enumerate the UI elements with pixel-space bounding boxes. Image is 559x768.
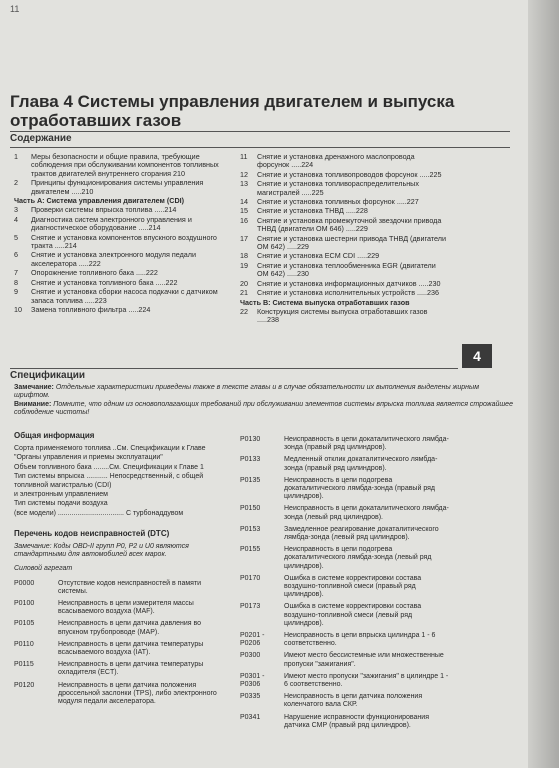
toc-entry-number: 21 bbox=[240, 288, 248, 298]
toc-entry bbox=[14, 251, 220, 268]
dtc-description: Неисправность в цепи датчика давления во впускном трубопроводе (MAP). bbox=[58, 620, 202, 636]
toc-entry-title: Снятие и установка промежуточной звездочки привода ТНВД (двигатели ОМ 646) .....229 bbox=[257, 215, 442, 234]
toc-entry-title: Снятие и установка информационных датчиков .....230 bbox=[257, 278, 441, 288]
dtc-code: P0150 bbox=[240, 505, 261, 513]
toc-entry-number: 20 bbox=[240, 278, 248, 288]
toc-entry bbox=[240, 153, 448, 170]
page-gutter bbox=[528, 0, 559, 768]
specs-right-column bbox=[240, 436, 452, 734]
toc-entry bbox=[240, 280, 448, 288]
general-info-line: "Органы управления и приемы эксплуатации" bbox=[14, 454, 163, 462]
dtc-code: P0153 bbox=[240, 525, 261, 533]
toc-entry bbox=[240, 180, 448, 197]
dtc-description: Неисправность в цепи датчика положения коленчатого вала СКР. bbox=[284, 693, 423, 709]
dtc-description: Неисправность в цепи датчика температуры охладителя (ECT). bbox=[58, 661, 204, 677]
toc-entry bbox=[240, 289, 448, 297]
dtc-row bbox=[240, 632, 452, 648]
dtc-description: Неисправность в цепи измерителя массы всасываемого воздуха (MAF). bbox=[58, 600, 194, 616]
powertrain-label: Силовой агрегат bbox=[14, 565, 73, 573]
dtc-description: Неисправность в цепи датчика положения дроссельной заслонки (TPS), либо электронного модуля педали акселератора. bbox=[58, 681, 217, 706]
toc-entry-number: 17 bbox=[240, 233, 248, 243]
toc-entry-title: Снятие и установка шестерни привода ТНВД (двигатели ОМ 642) .....229 bbox=[257, 233, 446, 252]
toc-part-heading: Часть В: Система выпуска отработавших газов bbox=[240, 297, 410, 307]
dtc-description: Неисправность в цепи подогрева докаталитического лямбда-зонда (правый ряд цилиндров). bbox=[284, 476, 436, 501]
dtc-row bbox=[14, 641, 226, 657]
dtc-description: Имеют место бессистемные или множественные пропуски "зажигания". bbox=[284, 652, 444, 668]
toc-entry-number: 11 bbox=[240, 152, 248, 161]
toc-entry bbox=[14, 153, 220, 178]
toc-entry bbox=[14, 179, 220, 196]
toc-entry bbox=[14, 206, 220, 214]
toc-entry-title: Снятие и установка ТНВД .....228 bbox=[257, 206, 368, 216]
toc-entry-number: 5 bbox=[14, 232, 18, 242]
toc-part-heading: Часть А: Система управления двигателем (CDI) bbox=[14, 196, 185, 206]
toc-entry bbox=[240, 171, 448, 179]
dtc-code: P0301 - P0306 bbox=[240, 672, 265, 689]
dtc-code: P0135 bbox=[240, 476, 261, 484]
general-info-line: Тип системы подачи воздуха bbox=[14, 500, 108, 508]
toc-entry-title: Снятие и установка ECM CDI .....229 bbox=[257, 251, 380, 261]
general-info-line: Тип системы впрыска ........... Непосредственный, с общей bbox=[14, 472, 204, 480]
dtc-row bbox=[240, 714, 452, 730]
general-info-line: (все модели) .................................. С турбонаддувом bbox=[14, 509, 184, 517]
toc-entry bbox=[240, 235, 448, 252]
dtc-code: P0155 bbox=[240, 546, 261, 554]
toc-entry-number: 1 bbox=[14, 152, 18, 161]
dtc-list-left bbox=[14, 580, 226, 707]
toc-entry-title: Снятие и установка исполнительных устройств .....236 bbox=[257, 288, 439, 298]
dtc-description: Нарушение исправности функционирования датчика СМР (правый ряд цилиндров). bbox=[284, 713, 429, 729]
toc-entry-number: 8 bbox=[14, 277, 18, 287]
specs-heading: Спецификации bbox=[10, 370, 86, 381]
dtc-row bbox=[240, 546, 452, 571]
dtc-description: Неисправность в цепи впрыска цилиндра 1 - 6 соответственно. bbox=[284, 632, 436, 648]
dtc-description: Ошибка в системе корректировки состава воздушно-топливной смеси (правый ряд цилиндров). bbox=[284, 574, 422, 599]
toc-entry-number: 19 bbox=[240, 260, 248, 270]
toc-entry-number: 12 bbox=[240, 169, 248, 179]
dtc-description: Неисправность в цепи датчика температуры всасываемого воздуха (IAT). bbox=[58, 640, 204, 657]
warning-text: Помните, что одним из основополагающих требований при обслуживании элементов системы впрыска топлива является строжайшее соблюдение чистоты! bbox=[14, 400, 513, 417]
toc-entry-number: 14 bbox=[240, 197, 248, 207]
specs-left-column bbox=[14, 428, 226, 710]
divider bbox=[10, 147, 510, 148]
toc-entry-title: Снятие и установка компонентов впускного воздушного тракта .....214 bbox=[31, 232, 217, 251]
toc-entry-title: Замена топливного фильтра .....224 bbox=[31, 304, 151, 314]
dtc-code: P0120 bbox=[14, 681, 35, 689]
dtc-note: Замечание: Коды OBD-II групп P0, P2 и U0 являются стандартными для автомобилей всех марок. bbox=[14, 543, 189, 559]
toc-entry-title: Снятие и установка топливораспределительных магистралей .....225 bbox=[257, 179, 419, 197]
toc-entry-title: Снятие и установка дренажного маслопровода форсунок .....224 bbox=[257, 152, 415, 170]
toc-entry-title: Меры безопасности и общие правила, требующие соблюдения при обслуживании компонентов топливных трактов двигателей внутреннего сгорания 210 bbox=[31, 152, 219, 178]
toc-entry-number: 6 bbox=[14, 250, 18, 260]
toc-entry bbox=[240, 252, 448, 260]
dtc-code: P0170 bbox=[240, 574, 261, 582]
toc-entry-title: Снятие и установка топливных форсунок .....227 bbox=[257, 197, 419, 207]
divider bbox=[10, 368, 458, 369]
dtc-code: P0105 bbox=[14, 620, 35, 628]
dtc-heading: Перечень кодов неисправностей (DTC) bbox=[14, 528, 170, 538]
toc-entry-number: 13 bbox=[240, 179, 248, 189]
warning-label: Внимание: bbox=[14, 400, 52, 408]
note-text: Отдельные характеристики приведены также в тексте главы и в случае обязательности их выполнения выделены жирным шрифтом. bbox=[14, 384, 479, 400]
general-info-list bbox=[14, 445, 226, 518]
toc-entry-number: 4 bbox=[14, 214, 18, 224]
toc-entry-number: 9 bbox=[14, 287, 18, 297]
dtc-description: Неисправность в цепи подогрева докаталитического лямбда-зонда (левый ряд цилиндров). bbox=[284, 546, 432, 570]
spec-notes bbox=[14, 384, 514, 418]
toc-entry bbox=[240, 262, 448, 279]
toc-entry-number: 10 bbox=[14, 304, 22, 314]
dtc-list-right bbox=[240, 436, 452, 730]
contents-heading: Содержание bbox=[10, 133, 72, 144]
toc-entry bbox=[240, 308, 448, 325]
toc-entry bbox=[14, 216, 220, 233]
dtc-code: P0335 bbox=[240, 693, 261, 701]
dtc-description: Ошибка в системе корректировки состава воздушно-топливной смеси (левый ряд цилиндров). bbox=[284, 603, 422, 627]
dtc-description: Неисправность в цепи докаталитического лямбда-зонда (левый ряд цилиндров). bbox=[284, 505, 449, 521]
dtc-row bbox=[14, 661, 226, 677]
toc-entry-title: Принципы функционирования системы управления двигателем .....210 bbox=[31, 178, 204, 196]
toc-right-column bbox=[240, 153, 448, 326]
dtc-code: P0115 bbox=[14, 661, 34, 669]
toc-entry-number: 7 bbox=[14, 268, 18, 278]
toc-entry-title: Проверки системы впрыска топлива .....214 bbox=[31, 205, 177, 215]
page-corner-mark: 11 bbox=[10, 4, 20, 14]
general-info-line: топливной магистралью (CDI) bbox=[14, 482, 112, 490]
toc-entry-title: Снятие и установка электронного модуля педали акселератора .....222 bbox=[31, 250, 196, 268]
general-info-line: Сорта применяемого топлива ..См. Спецификации к Главе bbox=[14, 445, 206, 453]
dtc-row bbox=[240, 477, 452, 502]
toc-left-column bbox=[14, 153, 220, 315]
toc-entry bbox=[14, 288, 220, 305]
dtc-description: Замедленное реагирование докаталитического лямбда-зонда (левый ряд цилиндров). bbox=[284, 525, 439, 542]
toc-entry-title: Снятие и установка сборки насоса подкачки с датчиком запаса топлива .....223 bbox=[31, 287, 218, 305]
toc-entry bbox=[240, 198, 448, 206]
dtc-code: P0100 bbox=[14, 600, 35, 608]
dtc-code: P0000 bbox=[14, 579, 35, 587]
general-info-heading: Общая информация bbox=[14, 431, 95, 440]
toc-entry-number: 22 bbox=[240, 306, 248, 316]
toc-entry-title: Диагностика систем электронного управления и диагностическое оборудование .....214 bbox=[31, 214, 192, 233]
toc-entry bbox=[14, 269, 220, 277]
dtc-code: P0173 bbox=[240, 603, 261, 611]
dtc-description: Имеют место пропуски "зажигания" в цилиндре 1 - 6 соответственно. bbox=[284, 672, 449, 689]
toc-entry bbox=[14, 306, 220, 314]
dtc-row bbox=[14, 580, 226, 596]
toc-entry-title: Снятие и установка топливного бака .....222 bbox=[31, 277, 178, 287]
toc-entry-title: Опорожнение топливного бака .....222 bbox=[31, 268, 158, 278]
dtc-row bbox=[240, 526, 452, 542]
toc-entry-number: 18 bbox=[240, 251, 248, 261]
toc-entry-number: 2 bbox=[14, 178, 18, 188]
divider bbox=[10, 131, 510, 132]
dtc-row bbox=[240, 673, 452, 689]
dtc-row bbox=[240, 603, 452, 628]
toc-entry bbox=[240, 207, 448, 215]
dtc-row bbox=[240, 652, 452, 668]
general-info-line: Объем топливного бака ........См. Спецификации к Главе 1 bbox=[14, 463, 204, 471]
dtc-row bbox=[240, 456, 452, 472]
dtc-row bbox=[14, 620, 226, 636]
dtc-description: Отсутствие кодов неисправностей в памяти системы. bbox=[58, 579, 202, 595]
toc-entry-title: Снятие и установка топливопроводов форсунок .....225 bbox=[257, 169, 442, 179]
toc-entry-number: 3 bbox=[14, 205, 18, 215]
dtc-row bbox=[240, 575, 452, 600]
toc-entry-number: 16 bbox=[240, 215, 248, 225]
dtc-row bbox=[14, 682, 226, 707]
toc-entry-number: 15 bbox=[240, 206, 248, 216]
dtc-code: P0133 bbox=[240, 456, 261, 464]
toc-entry bbox=[14, 234, 220, 251]
dtc-row bbox=[14, 600, 226, 616]
toc-entry-title: Снятие и установка теплообменника EGR (двигатели ОМ 642) .....230 bbox=[257, 260, 436, 279]
dtc-description: Неисправность в цепи докаталитического лямбда-зонда (правый ряд цилиндров). bbox=[284, 436, 449, 452]
dtc-row bbox=[240, 693, 452, 709]
dtc-row bbox=[240, 436, 452, 452]
toc-entry bbox=[14, 279, 220, 287]
dtc-code: P0341 bbox=[240, 713, 261, 721]
note-label: Замечание: bbox=[14, 384, 54, 391]
dtc-code: P0300 bbox=[240, 652, 261, 660]
general-info-line: и электронным управлением bbox=[14, 491, 108, 499]
chapter-title: Глава 4 Системы управления двигателем и выпуска отработавших газов bbox=[10, 92, 455, 130]
dtc-row bbox=[240, 505, 452, 521]
toc-entry bbox=[240, 217, 448, 234]
dtc-code: P0201 - P0206 bbox=[240, 632, 265, 648]
chapter-tab: 4 bbox=[462, 344, 492, 368]
dtc-code: P0130 bbox=[240, 436, 261, 443]
toc-entry-title: Конструкция системы выпуска отработавших газов .....238 bbox=[257, 306, 428, 325]
dtc-description: Медленный отклик докаталитического лямбда-зонда (правый ряд цилиндров). bbox=[284, 456, 438, 472]
dtc-code: P0110 bbox=[14, 640, 34, 648]
